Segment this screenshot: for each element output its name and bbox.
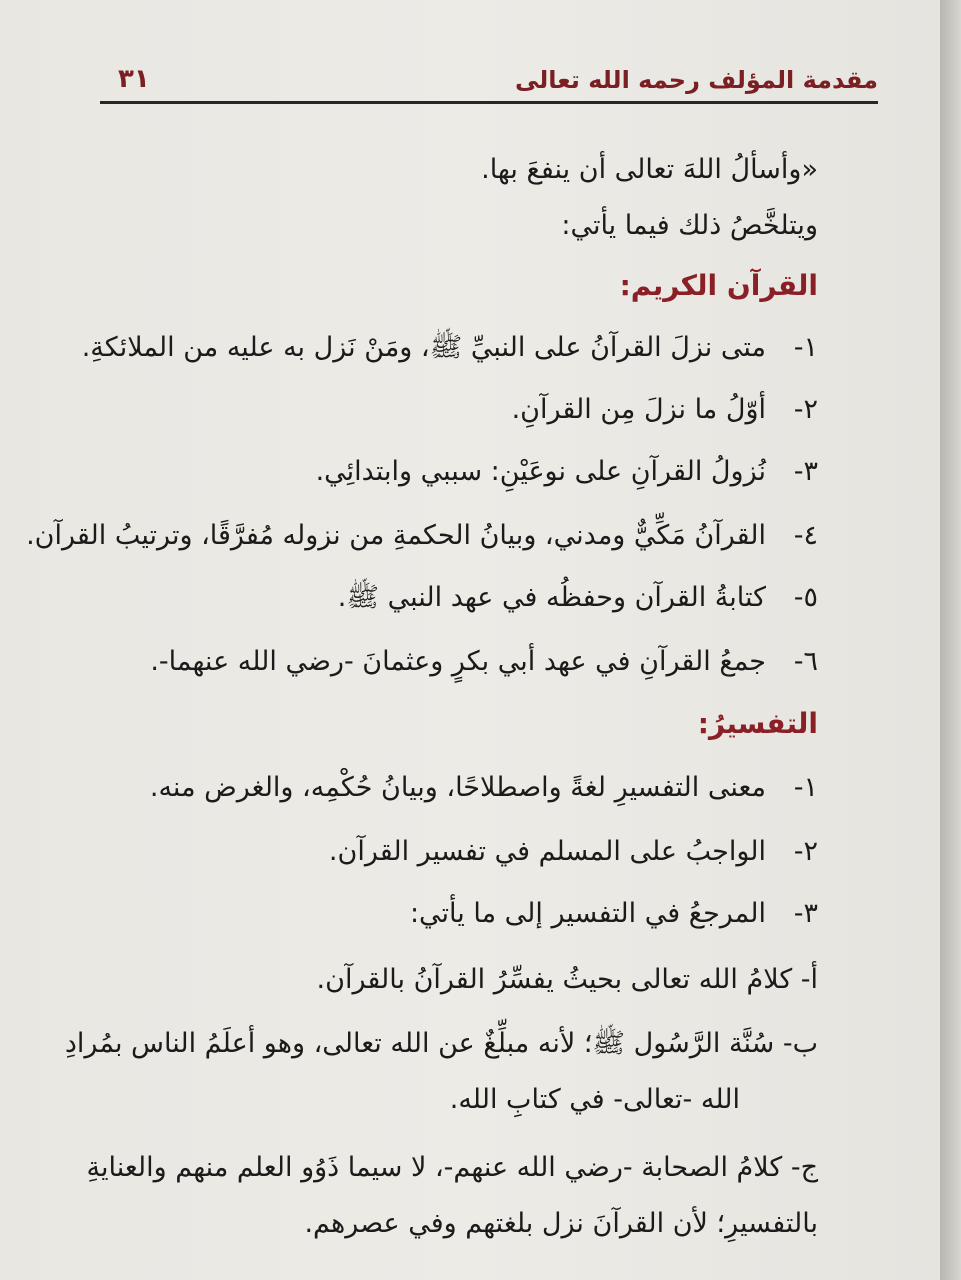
sub-item-c-line1: ج- كلامُ الصحابة -رضي الله عنهم-، لا سيما ذَوُو العلم منهم والعنايةِ <box>86 1152 818 1183</box>
list-item-text: متى نزلَ القرآنُ على النبيِّ ﷺ، ومَنْ نَزل به عليه من الملائكةِ. <box>81 332 766 363</box>
running-header <box>100 62 878 104</box>
list-item-number: ١- <box>793 332 818 363</box>
list-item-text: القرآنُ مَكِّيٌّ ومدني، وبيانُ الحكمةِ من نزوله مُفرَّقًا، وترتيبُ القرآن. <box>26 520 766 551</box>
list-item <box>26 516 818 556</box>
list-item <box>338 578 818 618</box>
list-item-number: ٣- <box>793 456 818 487</box>
list-item-number: ٥- <box>793 582 818 613</box>
section-heading-quran: القرآن الكريم: <box>619 269 818 302</box>
sub-item-c-line2: بالتفسيرِ؛ لأن القرآنَ نزل بلغتهم وفي عصرهم. <box>304 1208 818 1239</box>
list-item-text: نُزولُ القرآنِ على نوعَيْنِ: سببي وابتدائِي. <box>315 456 766 487</box>
list-item-number: ١- <box>793 772 818 803</box>
section-heading-tafsir: التفسيرُ: <box>697 707 818 740</box>
sub-item-b-line1: ب- سُنَّة الرَّسُول ﷺ؛ لأنه مبلِّغٌ عن الله تعالى، وهو أعلَمُ الناس بمُرادِ <box>64 1028 818 1059</box>
page-number: ٣١ <box>118 64 150 94</box>
sub-item-b-line2: الله -تعالى- في كتابِ الله. <box>449 1084 740 1115</box>
list-item <box>512 390 818 430</box>
list-item-number: ٢- <box>793 394 818 425</box>
list-item <box>316 452 818 492</box>
list-item-number: ٤- <box>793 520 818 551</box>
header-divider <box>100 101 878 104</box>
list-item-text: المرجعُ في التفسير إلى ما يأتي: <box>409 898 766 929</box>
list-item-number: ٣- <box>793 898 818 929</box>
list-item <box>150 642 818 682</box>
list-item <box>82 328 818 368</box>
page-edge <box>940 0 961 1280</box>
list-item-number: ٦- <box>793 646 818 677</box>
intro-line: «وأسألُ اللهَ تعالى أن ينفعَ بها. <box>481 154 818 185</box>
sub-item-a: أ- كلامُ الله تعالى بحيثُ يفسِّرُ القرآنُ بالقرآن. <box>316 964 818 995</box>
list-item-text: معنى التفسيرِ لغةً واصطلاحًا، وبيانُ حُكْمِه، والغرض منه. <box>149 772 766 803</box>
list-item-text: كتابةُ القرآن وحفظُه في عهد النبي ﷺ. <box>337 582 766 613</box>
list-item-number: ٢- <box>793 836 818 867</box>
chapter-title: مقدمة المؤلف رحمه الله تعالى <box>514 66 878 94</box>
list-item <box>410 894 818 934</box>
list-item-text: جمعُ القرآنِ في عهد أبي بكرٍ وعثمانَ -رضي الله عنهما-. <box>150 646 766 677</box>
summary-line: ويتلخَّصُ ذلك فيما يأتي: <box>561 210 818 241</box>
list-item <box>329 832 818 872</box>
list-item-text: أوّلُ ما نزلَ مِن القرآنِ. <box>511 394 766 425</box>
list-item <box>150 768 818 808</box>
list-item-text: الواجبُ على المسلم في تفسير القرآن. <box>328 836 766 867</box>
